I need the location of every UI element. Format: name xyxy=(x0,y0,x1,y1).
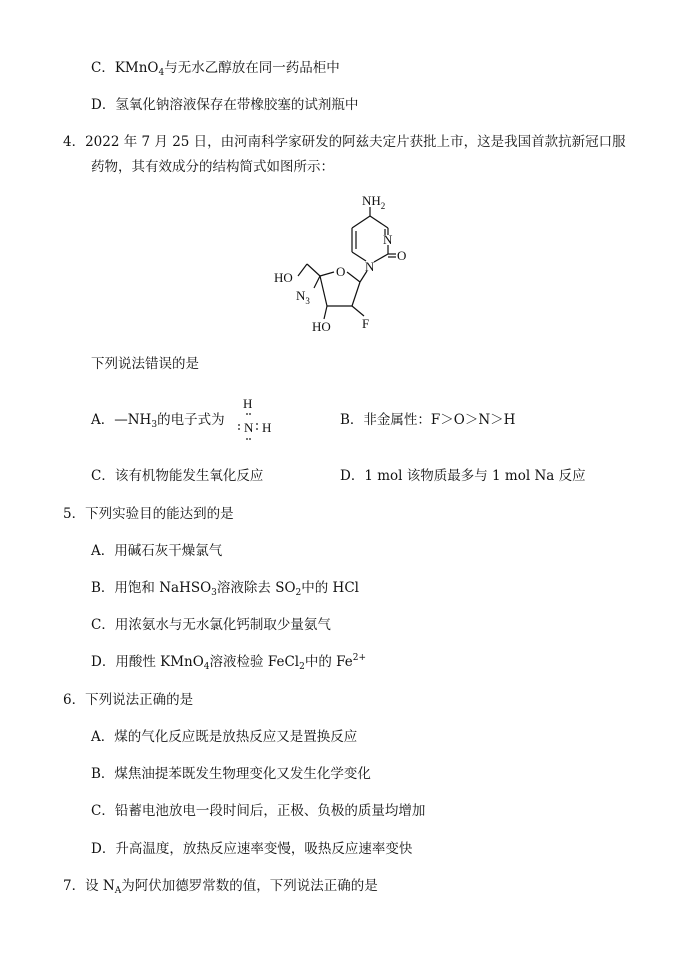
q3-option-c: C．KMnO$_4$与无水乙醇放在同一药品柜中 xyxy=(91,60,340,78)
amino-electron-formula xyxy=(230,395,280,445)
amino-label: $NH_2$ xyxy=(362,193,386,211)
azvudine-structure-diagram xyxy=(262,188,432,348)
q5-option-a: A．用碱石灰干燥氯气 xyxy=(91,543,223,559)
q5-option-d: D．用酸性 KMnO$_4$溶液检验 FeCl$_2$中的 $Fe^{2+}$ xyxy=(91,653,367,672)
q4-stem-line-2: 药物，其有效成分的结构简式如图所示： xyxy=(91,159,334,175)
q4-option-c: C．该有机物能发生氧化反应 xyxy=(91,468,264,484)
furanose-oxygen-label: O xyxy=(336,264,346,279)
q5-option-c: C．用浓氨水与无水氯化钙制取少量氨气 xyxy=(91,617,331,633)
q4-option-b: B．非金属性：F＞O＞N＞H xyxy=(340,412,516,428)
q6-stem: 6．下列说法正确的是 xyxy=(63,692,194,708)
hydroxymethyl-label: HO xyxy=(274,270,293,285)
azide-label: $N_3$ xyxy=(296,288,310,306)
lewis-h-top: H xyxy=(243,396,253,411)
q5-stem: 5．下列实验目的能达到的是 xyxy=(63,506,234,522)
q6-option-c: C．铅蓄电池放电一段时间后，正极、负极的质量均增加 xyxy=(91,803,426,819)
fluorine-label: F xyxy=(362,316,370,331)
q4-option-d: D．1 mol 该物质最多与 1 mol Na 反应 xyxy=(340,468,586,484)
q4-stem-line-1: 4．2022 年 7 月 25 日，由河南科学家研发的阿兹夫定片获批上市，这是我国首款抗新冠口服 xyxy=(63,134,626,150)
ring-nitrogen-top-label: N xyxy=(383,232,393,247)
q5-option-b: B．用饱和 NaHSO$_3$溶液除去 $SO_2$中的 HCl xyxy=(91,580,359,598)
q6-option-d: D．升高温度，放热反应速率变慢，吸热反应速率变快 xyxy=(91,841,413,857)
q3-option-d: D．氢氧化钠溶液保存在带橡胶塞的试剂瓶中 xyxy=(91,97,359,113)
q7-stem: 7．设 $N_A$为阿伏加德罗常数的值，下列说法正确的是 xyxy=(63,878,378,896)
q4-option-a: A．$—NH_3$的电子式为 xyxy=(91,412,225,430)
hydroxyl-label: HO xyxy=(312,319,331,334)
ring-nitrogen-label: N xyxy=(365,259,375,274)
carbonyl-oxygen-label: O xyxy=(397,248,407,263)
lewis-h-right: H xyxy=(262,420,272,435)
lewis-n: N xyxy=(244,420,254,435)
q6-option-b: B．煤焦油提苯既发生物理变化又发生化学变化 xyxy=(91,766,371,782)
q4-question: 下列说法错误的是 xyxy=(91,356,199,372)
q6-option-a: A．煤的气化反应既是放热反应又是置换反应 xyxy=(91,729,358,745)
